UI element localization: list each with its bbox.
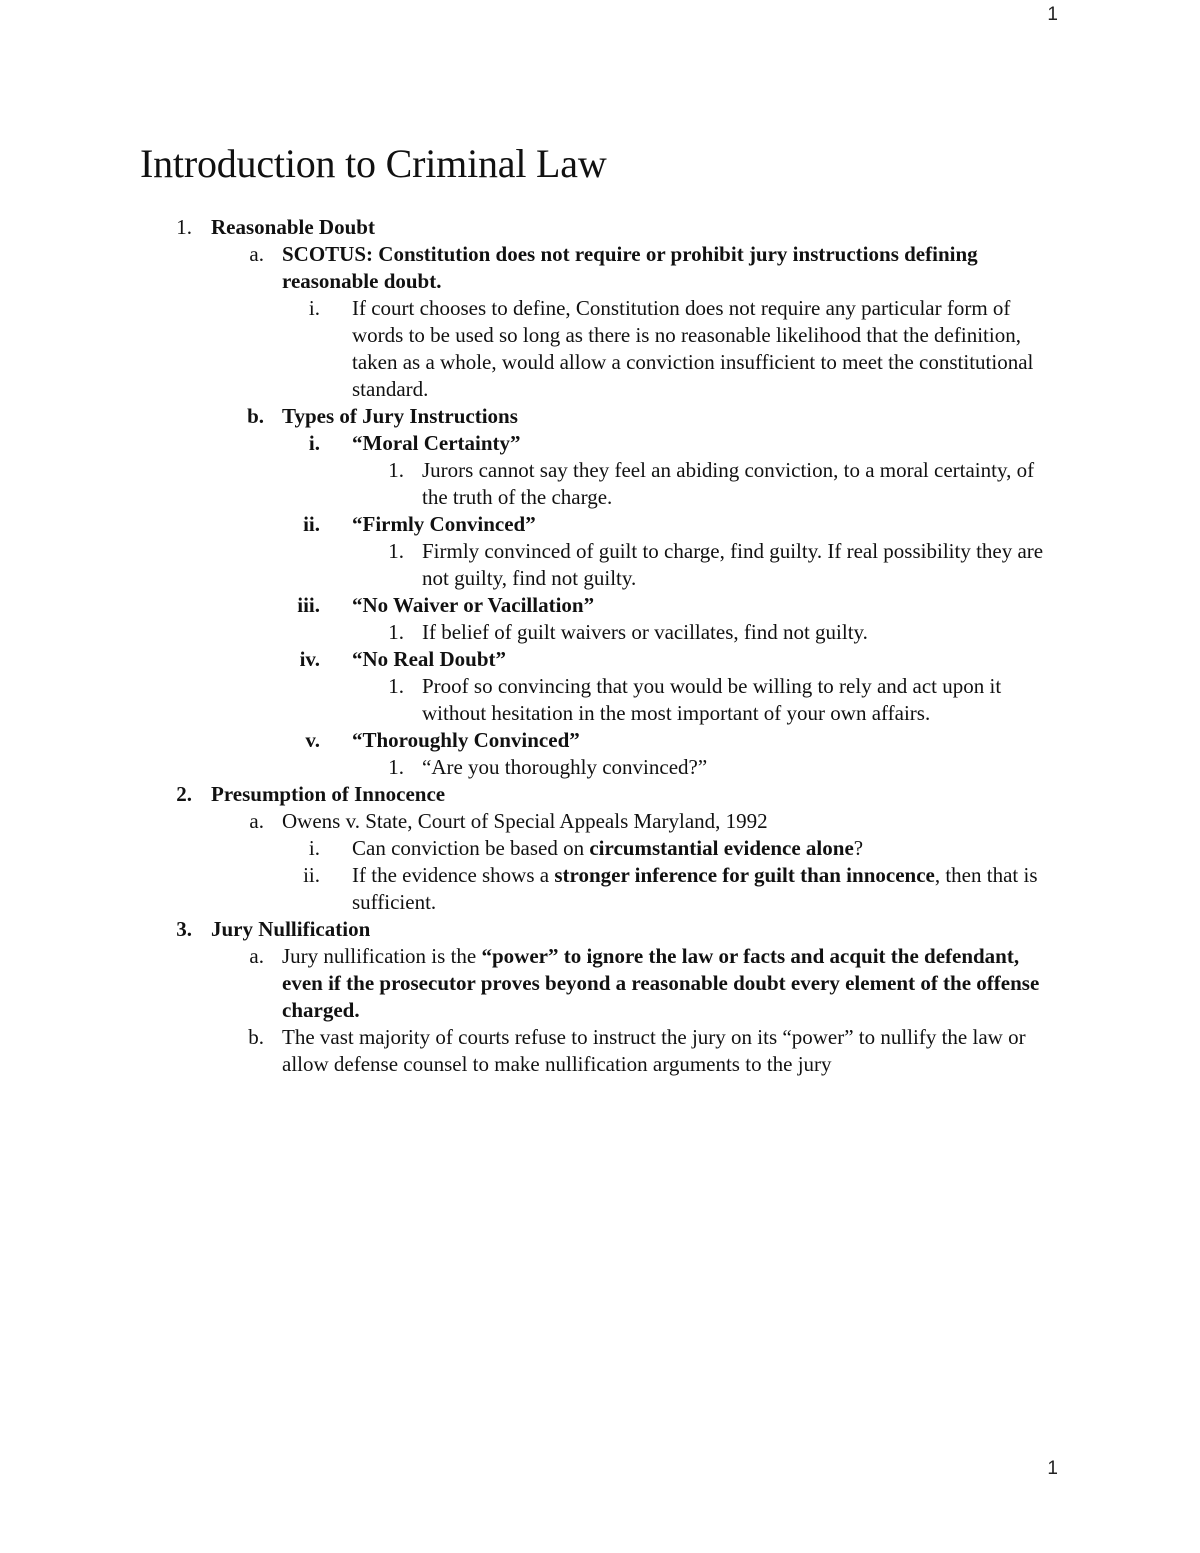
list-item — [0, 808, 1200, 835]
list-item-text: Jurors cannot say they feel an abiding conviction, to a moral certainty, of the truth of the charge. — [422, 458, 1035, 509]
instruction-type-heading: “Moral Certainty” — [352, 431, 521, 455]
document-title: Introduction to Criminal Law — [140, 141, 607, 186]
instruction-type-heading: “Firmly Convinced” — [352, 512, 536, 536]
list-marker: iv. — [299, 647, 320, 671]
section-presumption-of-innocence — [0, 781, 1200, 808]
list-item — [0, 403, 1200, 430]
list-item — [0, 457, 1200, 511]
list-marker: b. — [248, 1025, 264, 1049]
list-marker: a. — [249, 944, 264, 968]
section-jury-nullification — [0, 916, 1200, 943]
list-marker: 1. — [388, 620, 404, 644]
list-item — [0, 619, 1200, 646]
list-item — [0, 862, 1200, 916]
list-item — [0, 673, 1200, 727]
list-item — [0, 295, 1200, 403]
list-item-heading: Types of Jury Instructions — [282, 404, 518, 428]
page-number-top: 1 — [1047, 4, 1058, 25]
list-marker: 1. — [388, 674, 404, 698]
list-item-text: If belief of guilt waivers or vacillates, find not guilty. — [422, 620, 868, 644]
instruction-type-heading: “No Real Doubt” — [352, 647, 507, 671]
list-marker: a. — [249, 809, 264, 833]
list-item — [0, 241, 1200, 295]
section-heading: Reasonable Doubt — [211, 215, 375, 239]
outline-body — [0, 214, 1200, 1078]
list-item-text: Can conviction be based on circumstantial evidence alone? — [352, 836, 864, 860]
list-marker: b. — [247, 404, 264, 428]
instruction-type — [0, 727, 1200, 754]
list-marker: 3. — [176, 917, 192, 941]
instruction-type — [0, 430, 1200, 457]
list-marker: i. — [308, 296, 320, 320]
list-marker: i. — [308, 431, 320, 455]
emphasis: circumstantial evidence alone — [589, 836, 854, 860]
list-item-text: The vast majority of courts refuse to instruct the jury on its “power” to nullify the law or allow defense counsel to make nullification arguments to the jury — [282, 1025, 1026, 1076]
list-item — [0, 835, 1200, 862]
list-item-text: Firmly convinced of guilt to charge, find guilty. If real possibility they are not guilty, find not guilty. — [422, 539, 1044, 590]
instruction-type-heading: “Thoroughly Convinced” — [352, 728, 580, 752]
list-marker: i. — [308, 836, 320, 860]
list-item-text: If the evidence shows a stronger inference for guilt than innocence, then that is sufficient. — [352, 863, 1038, 914]
list-marker: 1. — [388, 458, 404, 482]
list-marker: a. — [249, 242, 264, 266]
page-number-bottom: 1 — [1047, 1458, 1058, 1479]
list-marker: v. — [305, 728, 320, 752]
list-item-text: Jury nullification is the “power” to ignore the law or facts and acquit the defendant, even if the prosecutor proves beyond a reasonable doubt every element of the offense charged. — [282, 944, 1040, 1022]
instruction-type — [0, 592, 1200, 619]
list-item — [0, 943, 1200, 1024]
list-marker: 2. — [176, 782, 192, 806]
list-marker: iii. — [297, 593, 320, 617]
section-heading: Presumption of Innocence — [211, 782, 446, 806]
list-item — [0, 1024, 1200, 1078]
section-reasonable-doubt — [0, 214, 1200, 241]
instruction-type — [0, 646, 1200, 673]
list-item — [0, 754, 1200, 781]
list-item-text: Proof so convincing that you would be willing to rely and act upon it without hesitation in the most important of your own affairs. — [422, 674, 1002, 725]
list-marker: ii. — [303, 512, 320, 536]
list-marker: ii. — [303, 863, 320, 887]
list-marker: 1. — [388, 755, 404, 779]
list-item-text: If court chooses to define, Constitution does not require any particular form of words to be used so long as there is no reasonable likelihood that the definition, taken as a whole, would allow a conviction insufficient to meet the constitutional standard. — [352, 296, 1034, 401]
list-item — [0, 538, 1200, 592]
emphasis: stronger inference for guilt than innocence — [554, 863, 935, 887]
case-citation: Owens v. State, Court of Special Appeals Maryland, 1992 — [282, 809, 768, 833]
instruction-type-heading: “No Waiver or Vacillation” — [352, 593, 595, 617]
section-heading: Jury Nullification — [211, 917, 371, 941]
list-marker: 1. — [176, 215, 192, 239]
emphasis: “power” to ignore the law or facts and acquit the defendant, even if the prosecutor proves beyond a reasonable doubt every element of the offense charged. — [282, 944, 1040, 1022]
instruction-type — [0, 511, 1200, 538]
list-item-text: SCOTUS: Constitution does not require or prohibit jury instructions defining reasonable doubt. — [282, 242, 978, 293]
list-marker: 1. — [388, 539, 404, 563]
list-item-text: “Are you thoroughly convinced?” — [422, 755, 708, 779]
